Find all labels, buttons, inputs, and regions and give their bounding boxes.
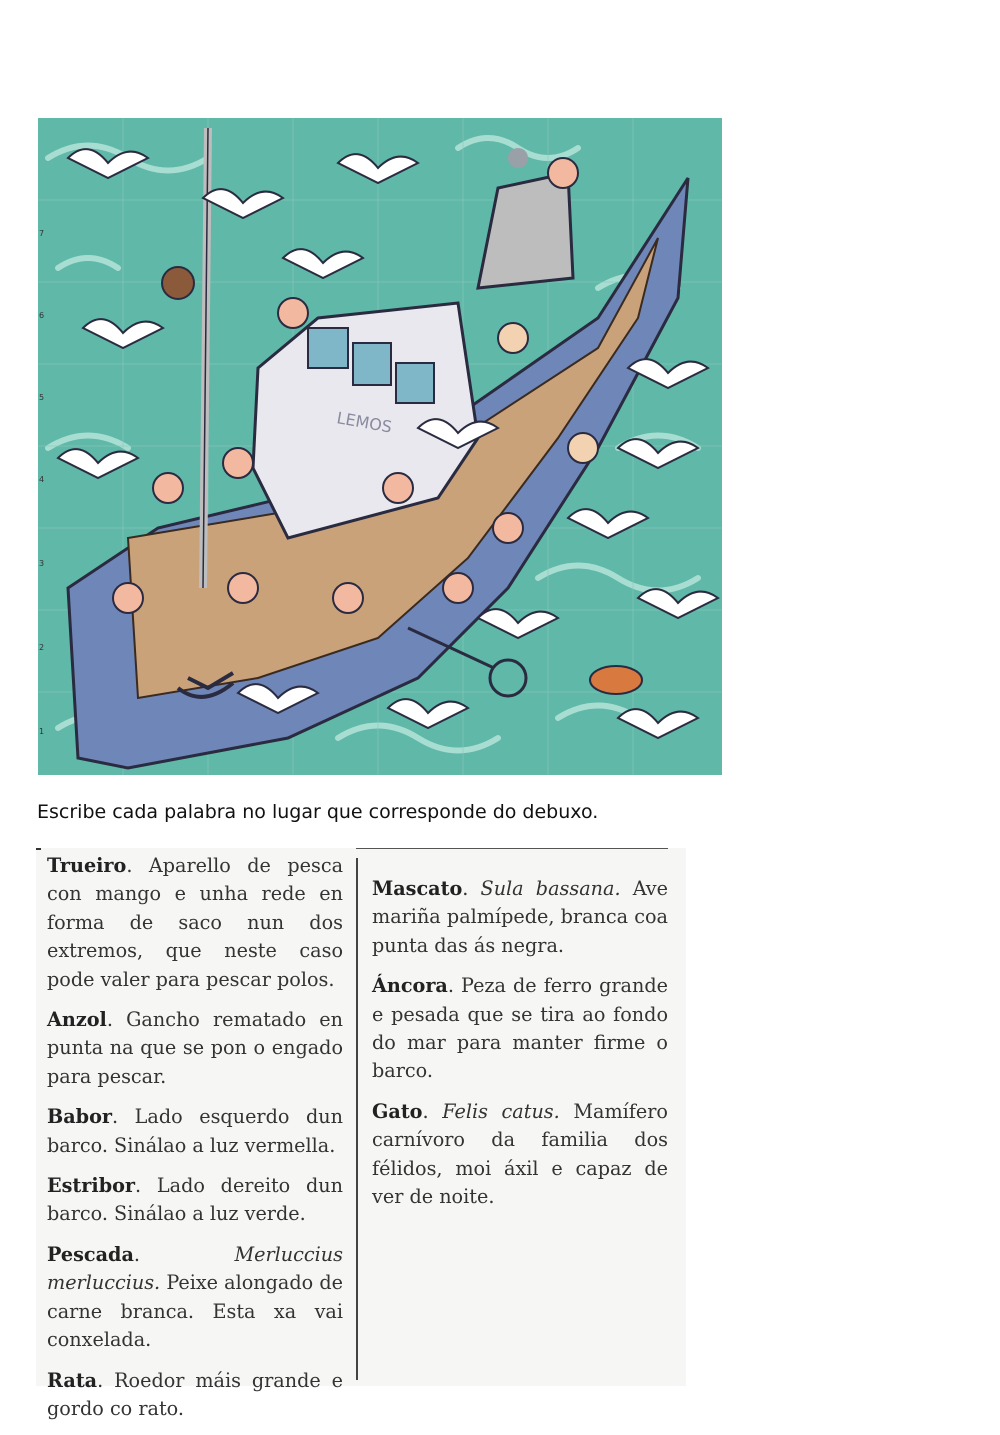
grid-number-label: 2 <box>39 643 45 652</box>
glossary-term: Anzol <box>47 1008 107 1032</box>
glossary-entry-rata: Rata. Roedor máis grande e gordo co rato. <box>47 1368 343 1420</box>
glossary-definition: Lado esquerdo dun barco. Sinálao a luz vermella. <box>47 1105 343 1157</box>
cabin-window <box>308 328 348 368</box>
glossary-scientific-name: Sula bassana. <box>480 877 621 900</box>
instruction-text: Escribe cada palabra no lugar que corresponde do debuxo. <box>37 801 599 823</box>
glossary-definition: Ave mariña palmípede, branca coa punta das ás negra. <box>372 877 668 957</box>
glossary-definition: Roedor máis grande e gordo co rato. <box>47 1368 343 1420</box>
glossary-entry-anzol: Anzol. Gancho rematado en punta na que se pon o engado para pescar. <box>47 1008 343 1088</box>
glossary-term: Pescada <box>47 1242 134 1266</box>
glossary-left-column <box>47 852 343 1435</box>
glossary-definition: Gancho rematado en punta na que se pon o engado para pescar. <box>47 1008 343 1088</box>
glossary-term: Trueiro <box>47 854 127 877</box>
glossary-entry-gato: Gato. Felis catus. Mamífero carnívoro da familia dos félidos, moi áxil e capaz de ver de noite. <box>372 1099 668 1209</box>
boat-name-label: LEMOS <box>335 408 394 437</box>
glossary-term: Estribor <box>47 1174 136 1198</box>
glossary-top-rule <box>356 848 668 849</box>
grid-number-label: 7 <box>39 229 45 238</box>
glossary-term: Rata <box>47 1368 98 1392</box>
glossary-entry-mascato: Mascato. Sula bassana. Ave mariña palmípede, branca coa punta das ás negra. <box>372 877 668 957</box>
glossary-term: Gato <box>372 1099 423 1123</box>
glossary-definition: Lado dereito dun barco. Sinálao a luz verde. <box>47 1174 343 1226</box>
glossary-term: Babor <box>47 1105 112 1129</box>
grid-number-label: 5 <box>39 393 45 402</box>
sailor-figure <box>498 323 528 353</box>
glossary-scientific-name: Felis catus. <box>442 1099 560 1123</box>
funnel-smoke <box>508 148 528 168</box>
glossary-entry-ancora: Áncora. Peza de ferro grande e pesada que se tira ao fondo do mar para manter firme o barco. <box>372 974 668 1083</box>
floating-bucket <box>590 666 642 694</box>
grid-number-label: 4 <box>39 475 45 484</box>
sailor-figure <box>493 513 523 543</box>
cabin-window <box>396 363 434 403</box>
glossary-definition: Peixe alongado de carne branca. Esta xa vai conxelada. <box>47 1271 343 1352</box>
sailor-figure <box>278 298 308 328</box>
glossary-corner-mark <box>36 848 41 850</box>
boat-illustration-svg <box>38 118 722 775</box>
sailor-figure <box>568 433 598 463</box>
glossary-entry-estribor: Estribor. Lado dereito dun barco. Sinálao a luz verde. <box>47 1174 343 1226</box>
sailor-figure <box>162 267 194 299</box>
sailor-figure <box>333 583 363 613</box>
glossary-scientific-name: Merluccius merluccius. <box>47 1242 343 1295</box>
glossary-right-column <box>372 875 668 1223</box>
boat-illustration <box>38 118 722 775</box>
sailor-figure <box>113 583 143 613</box>
glossary-definition: Peza de ferro grande e pesada que se tira ao fondo do mar para manter firme o barco. <box>372 974 668 1083</box>
glossary-definition: Mamífero carnívoro da familia dos félidos, moi áxil e capaz de ver de noite. <box>372 1099 668 1209</box>
glossary-entry-trueiro: Trueiro. Aparello de pesca con mango e unha rede en forma de saco nun dos extremos, que neste caso pode valer para pescar polos. <box>47 854 344 991</box>
sailor-figure <box>443 573 473 603</box>
glossary-column-divider <box>356 858 358 1380</box>
glossary-entry-babor: Babor. Lado esquerdo dun barco. Sinálao a luz vermella. <box>47 1105 343 1157</box>
sailor-figure <box>383 473 413 503</box>
sailor-figure <box>548 158 578 188</box>
grid-number-label: 1 <box>39 727 45 736</box>
sailor-figure <box>228 573 258 603</box>
glossary-term: Áncora <box>372 974 448 998</box>
glossary-definition: Aparello de pesca con mango e unha rede en forma de saco nun dos extremos, que neste caso pode valer para pescar polos. <box>47 854 344 991</box>
glossary-entry-pescada: Pescada. Merluccius merluccius. Peixe alongado de carne branca. Esta xa vai conxelada. <box>47 1242 343 1352</box>
sailor-figure <box>153 473 183 503</box>
sailor-figure <box>223 448 253 478</box>
glossary-term: Mascato <box>372 877 463 900</box>
cabin-window <box>353 343 391 385</box>
grid-number-label: 3 <box>39 559 45 568</box>
grid-number-label: 6 <box>39 311 45 320</box>
